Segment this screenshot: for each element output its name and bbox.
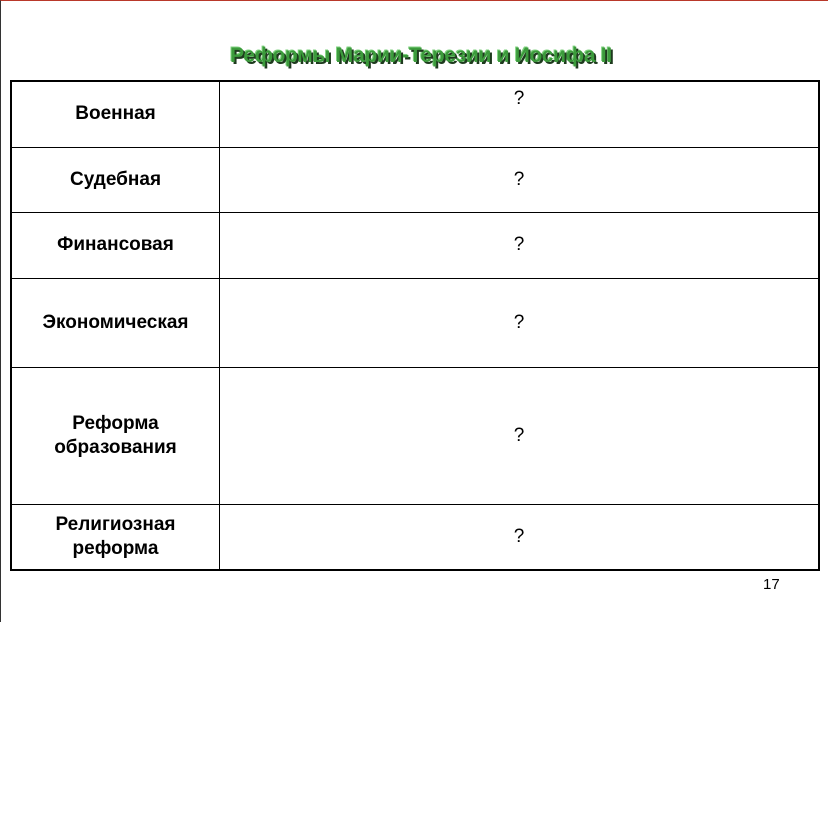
row-value-military: ?	[220, 81, 820, 147]
row-value-economic: ?	[220, 278, 820, 367]
row-value-judicial: ?	[220, 147, 820, 212]
page-number: 17	[763, 576, 780, 593]
row-label-religious: Религиозная реформа	[11, 504, 220, 570]
table-row	[11, 278, 819, 367]
table-row	[11, 504, 819, 570]
row-label-education: Реформа образования	[11, 367, 220, 504]
row-value-education: ?	[220, 367, 820, 504]
table-row	[11, 81, 819, 147]
row-value-religious: ?	[220, 504, 820, 570]
reforms-table	[10, 80, 820, 571]
table-row	[11, 147, 819, 212]
row-value-financial: ?	[220, 212, 820, 278]
row-label-economic: Экономическая	[11, 278, 220, 367]
slide-title: Реформы Марии-Терезии и Иосифа II	[230, 44, 612, 67]
row-label-financial: Финансовая	[11, 212, 220, 278]
row-label-judicial: Судебная	[11, 147, 220, 212]
row-label-military: Военная	[11, 81, 220, 147]
table-row	[11, 367, 819, 504]
table-row	[11, 212, 819, 278]
